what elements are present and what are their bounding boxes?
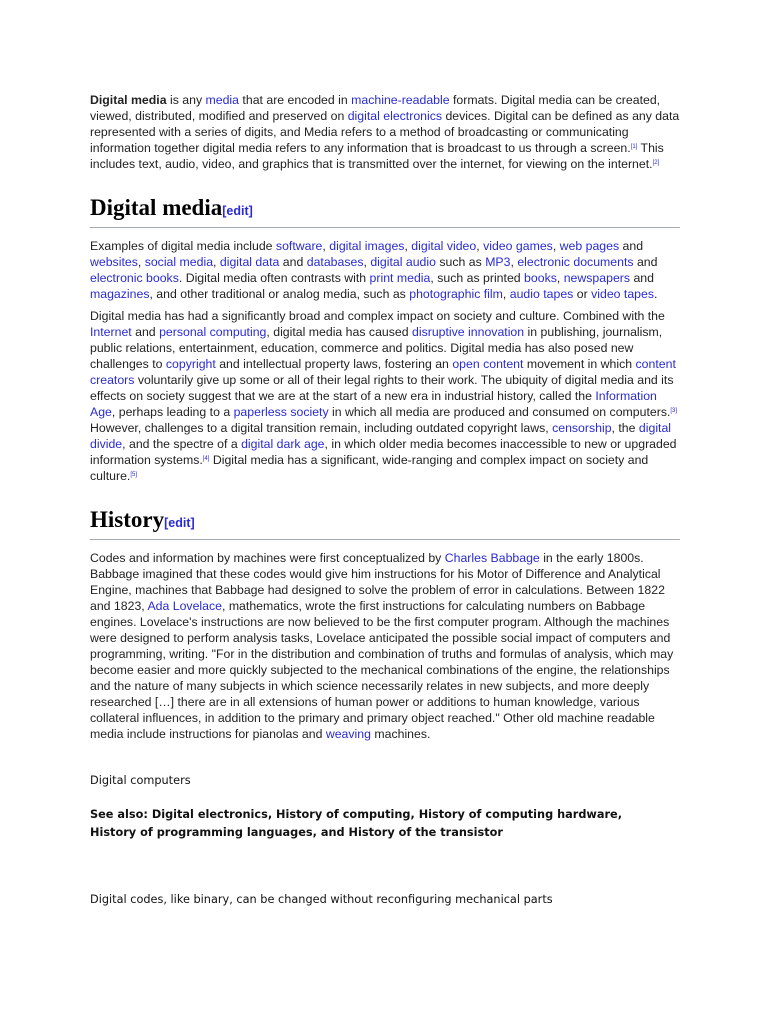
impact-paragraph — [90, 308, 680, 484]
link-copyright[interactable]: copyright — [165, 357, 216, 371]
text: , — [213, 255, 220, 269]
text: is any — [166, 93, 206, 107]
link-digital-data[interactable]: digital data — [219, 255, 280, 269]
text: , and other traditional or analog media, such as — [149, 287, 410, 301]
link-web-pages[interactable]: web pages — [559, 239, 620, 253]
text: , — [404, 239, 412, 253]
text: However, challenges to a digital transition remain, including outdated copyright laws, — [90, 421, 553, 435]
link-internet[interactable]: Internet — [90, 325, 132, 339]
link-video-games[interactable]: video games — [483, 239, 553, 253]
edit-link[interactable]: [edit] — [164, 516, 195, 530]
link-social-media[interactable]: social media — [144, 255, 214, 269]
link-digital-video[interactable]: digital video — [411, 239, 477, 253]
digital-computers-heading: Digital computers — [90, 774, 191, 787]
text: such as — [435, 255, 486, 269]
link-media[interactable]: media — [205, 93, 240, 107]
text: and — [131, 325, 160, 339]
link-mp3[interactable]: MP3 — [485, 255, 511, 269]
link-content-creators[interactable]: content creators — [90, 357, 676, 387]
text: formats. Digital media can be created, viewed, distributed, modified and preserved on — [90, 93, 661, 123]
link-magazines[interactable]: magazines — [90, 287, 150, 301]
link-information-age[interactable]: Information Age — [90, 389, 657, 419]
text: , such as printed — [430, 271, 525, 285]
text: in which all media are produced and consumed on computers. — [328, 405, 671, 419]
history-paragraph — [90, 550, 680, 742]
image-caption: Digital codes, like binary, can be changed without reconfiguring mechanical parts — [90, 893, 553, 906]
text: or — [573, 287, 592, 301]
text: , — [363, 255, 371, 269]
text: This includes text, audio, video, and graphics that is transmitted over the internet, for viewing on the internet. — [90, 141, 664, 171]
text: devices. Digital can be defined as any data represented with a series of digits, and Media refers to a method of broadcasting or communicating information together digital media refers to any information that is broadcast to us through a screen. — [90, 109, 680, 155]
link-websites[interactable]: websites — [90, 255, 138, 269]
section-title: Digital media — [90, 195, 223, 220]
intro-term: Digital media — [90, 93, 167, 107]
text: and — [619, 239, 644, 253]
text: Digital media has a significant, wide-ranging and complex impact on society and culture. — [90, 453, 649, 483]
text: . Digital media often contrasts with — [178, 271, 370, 285]
see-also-note: See also: Digital electronics, History of computing, History of computing hardware, History of programming languages, and History of the transistor — [90, 808, 623, 839]
text: and intellectual property laws, fostering an — [215, 357, 453, 371]
link-audio-tapes[interactable]: audio tapes — [509, 287, 574, 301]
link-personal-computing[interactable]: personal computing — [159, 325, 267, 339]
ref-3[interactable]: [3] — [670, 408, 678, 414]
text: , in which older media becomes inaccessible to new or upgraded information systems. — [90, 437, 677, 467]
section-heading-history — [90, 506, 680, 540]
intro-paragraph — [90, 92, 680, 172]
link-digital-electronics[interactable]: digital electronics — [347, 109, 443, 123]
text: , mathematics, wrote the first instructions for calculating numbers on Babbage engines. Lovelace's instructions are now believed to be the first computer program. Although the machines were designed to perform analysis tasks, Lovelace anticipated the possible social impact of computers and programming, writing. "For in the distribution and combination of truths and formulas of analysis, which may become easier and more quickly subjected to the mechanical combinations of the engine, the relationships and the nature of many subjects in which science necessarily relates in new subjects, and more deeply researched […] there are in all extensions of human power or additions to human knowledge, various collateral influences, in addition to the primary and primary object reached." Other old machine readable media include instructions for pianolas and — [90, 599, 674, 741]
text: , — [322, 239, 330, 253]
link-video-tapes[interactable]: video tapes — [591, 287, 655, 301]
text: and — [279, 255, 307, 269]
text: , and the spectre of a — [122, 437, 242, 451]
ref-5[interactable]: [5] — [130, 472, 137, 478]
text: machines. — [370, 727, 431, 741]
text: that are encoded in — [239, 93, 352, 107]
ref-4[interactable]: [4] — [202, 456, 210, 462]
link-censorship[interactable]: censorship — [552, 421, 612, 435]
text: and — [630, 271, 654, 285]
text: , — [510, 255, 518, 269]
link-ada-lovelace[interactable]: Ada Lovelace — [147, 599, 222, 613]
link-digital-dark-age[interactable]: digital dark age — [241, 437, 325, 451]
link-machine-readable[interactable]: machine-readable — [351, 93, 450, 107]
text: Digital media has had a significantly broad and complex impact on society and culture. Combined with the — [90, 309, 665, 323]
link-newspapers[interactable]: newspapers — [563, 271, 631, 285]
link-digital-divide[interactable]: digital divide — [90, 421, 672, 451]
text: , — [476, 239, 484, 253]
link-paperless-society[interactable]: paperless society — [233, 405, 329, 419]
link-photographic-film[interactable]: photographic film — [409, 287, 503, 301]
text: , — [552, 239, 560, 253]
link-electronic-books[interactable]: electronic books — [90, 271, 179, 285]
link-disruptive-innovation[interactable]: disruptive innovation — [412, 325, 525, 339]
link-weaving[interactable]: weaving — [325, 727, 371, 741]
text: and — [633, 255, 658, 269]
link-digital-audio[interactable]: digital audio — [370, 255, 436, 269]
text: , — [556, 271, 564, 285]
link-digital-images[interactable]: digital images — [329, 239, 405, 253]
link-electronic-documents[interactable]: electronic documents — [517, 255, 634, 269]
text: , the — [611, 421, 639, 435]
link-databases[interactable]: databases — [306, 255, 364, 269]
article-body — [90, 92, 680, 742]
section-title: History — [90, 507, 165, 532]
text: . — [654, 287, 658, 301]
text: Codes and information by machines were first conceptualized by — [90, 551, 445, 565]
link-print-media[interactable]: print media — [369, 271, 431, 285]
text: , — [137, 255, 145, 269]
text: , perhaps leading to a — [111, 405, 234, 419]
text: , — [502, 287, 510, 301]
examples-paragraph — [90, 238, 680, 302]
link-software[interactable]: software — [275, 239, 323, 253]
link-open-content[interactable]: open content — [452, 357, 524, 371]
section-heading-digital-media — [90, 194, 680, 228]
link-books[interactable]: books — [524, 271, 557, 285]
text: voluntarily give up some or all of their legal rights to their work. The ubiquity of digital media and its effects on society suggest that we are at the start of a new era in industrial history, called the — [90, 373, 674, 403]
link-charles-babbage[interactable]: Charles Babbage — [444, 551, 540, 565]
text: in the early 1800s. Babbage imagined that these codes would give him instructions for his Motor of Difference and Analytical Engine, machines that Babbage had designed to solve the problem of error in calculations. Between 1822 and 1823, — [90, 551, 665, 613]
ref-1[interactable]: [1] — [630, 144, 638, 150]
text: Examples of digital media include — [90, 239, 276, 253]
text: , digital media has caused — [266, 325, 412, 339]
text: in publishing, journalism, public relations, entertainment, education, commerce and politics. Digital media has also posed new challenges to — [90, 325, 663, 371]
edit-link[interactable]: [edit] — [222, 204, 253, 218]
text: movement in which — [523, 357, 636, 371]
ref-2[interactable]: [2] — [652, 160, 660, 166]
